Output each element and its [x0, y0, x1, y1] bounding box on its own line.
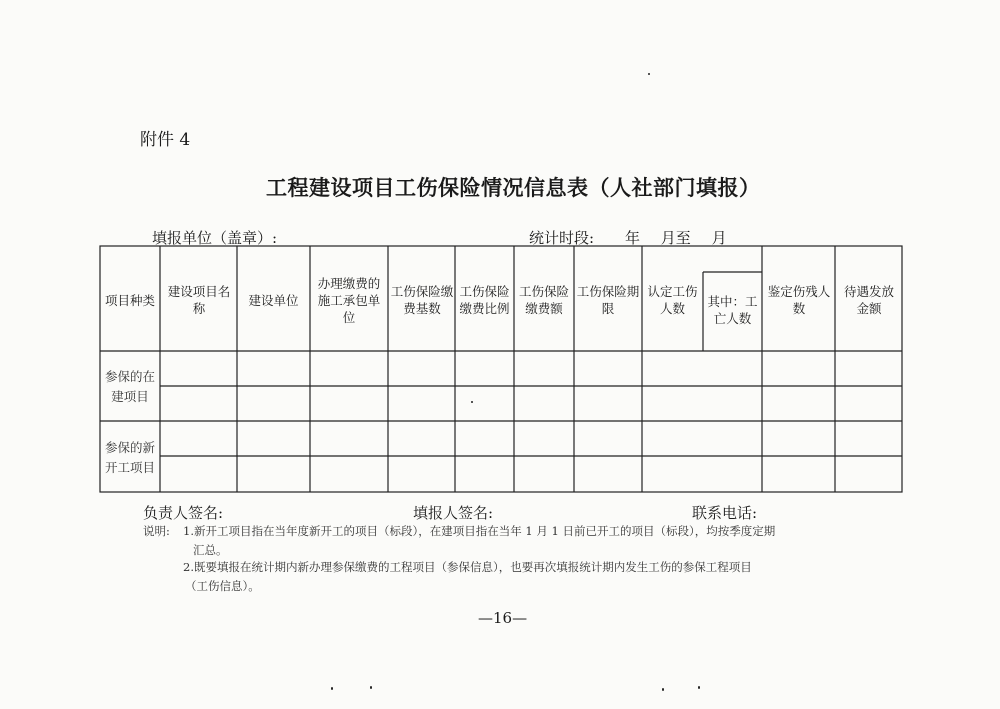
period-label: 统计时段:	[529, 229, 595, 247]
period-month-label: 月	[711, 229, 727, 247]
period-year-label: 年	[625, 229, 641, 247]
note-1-line-2: 汇总。	[193, 543, 228, 557]
responsible-signature-label: 负责人签名:	[143, 504, 224, 522]
filler-unit-label: 填报单位（盖章）:	[152, 229, 278, 247]
header-project-name: 建设项目名称	[167, 284, 231, 316]
category-new-projects: 参保的新开工项目	[104, 440, 155, 475]
header-recognized-injuries: 认定工伤人数	[647, 284, 698, 316]
scan-speck	[471, 401, 473, 403]
header-benefits-paid: 待遇发放金额	[843, 284, 894, 316]
period-month-to-label: 月至	[660, 229, 691, 247]
category-ongoing-projects: 参保的在建项目	[104, 369, 155, 404]
header-of-which-fatalities: 其中：工亡人数	[707, 294, 758, 326]
scan-speck	[331, 687, 333, 690]
header-construction-unit: 建设单位	[248, 292, 299, 308]
header-premium-base: 工伤保险缴费基数	[390, 284, 454, 316]
scan-speck	[698, 686, 700, 689]
header-disability-assessed: 鉴定伤残人数	[767, 284, 831, 316]
header-premium-rate: 工伤保险缴费比例	[459, 284, 510, 316]
contact-phone-label: 联系电话:	[692, 504, 758, 522]
note-1-line-1: 1.新开工项目指在当年度新开工的项目（标段），在建项目指在当年 1 月 1 日前已开工的项目（标段），均按季度定期	[183, 524, 776, 538]
header-premium-amount: 工伤保险缴费额	[518, 284, 569, 316]
scan-speck	[662, 688, 664, 691]
note-2-line-2: （工伤信息）。	[185, 579, 260, 593]
scan-speck	[648, 73, 650, 75]
note-2-line-1: 2.既要填报在统计期内新办理参保缴费的工程项目（参保信息），也要再次填报统计期内发生工伤的参保工程项目	[183, 560, 752, 574]
scan-speck	[370, 686, 372, 689]
filler-signature-label: 填报人签名:	[413, 504, 494, 522]
header-contractor: 办理缴费的施工承包单位	[317, 275, 381, 325]
attachment-label: 附件 4	[140, 130, 191, 150]
notes-lead: 说明:	[143, 524, 170, 538]
page-number: —16—	[478, 609, 528, 627]
header-insurance-term: 工伤保险期限	[576, 284, 640, 316]
document-title: 工程建设项目工伤保险情况信息表（人社部门填报）	[266, 175, 761, 200]
header-item-type: 项目种类	[104, 292, 155, 308]
